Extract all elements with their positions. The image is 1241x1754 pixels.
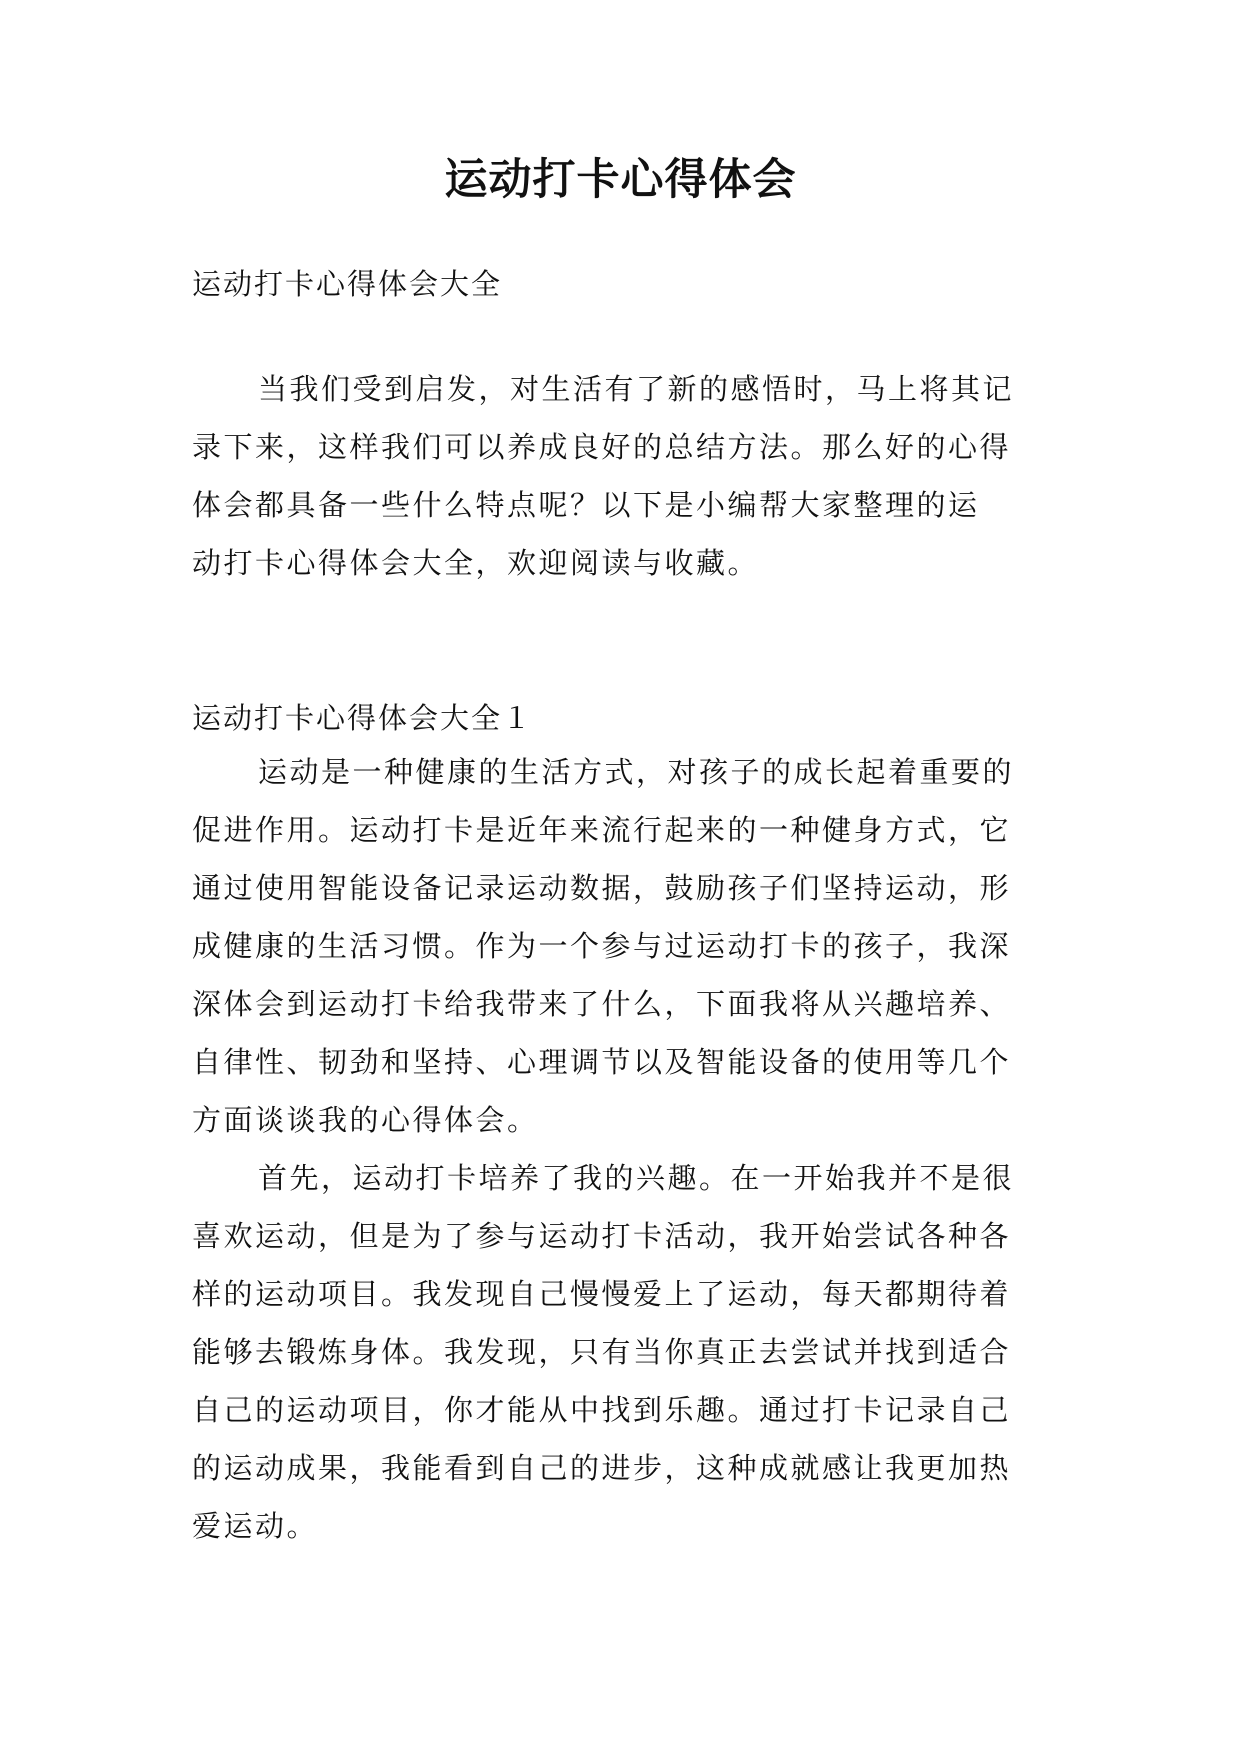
paragraph-line: 的运动成果，我能看到自己的进步，这种成就感让我更加热	[192, 1451, 1012, 1485]
paragraph-line: 爱运动。	[192, 1509, 319, 1543]
paragraph-line: 样的运动项目。我发现自己慢慢爱上了运动，每天都期待着	[192, 1277, 1012, 1311]
paragraph-line: 方面谈谈我的心得体会。	[192, 1103, 539, 1137]
intro-paragraph	[192, 360, 1062, 592]
document-subtitle: 运动打卡心得体会大全	[192, 267, 503, 301]
paragraph-line: 当我们受到启发，对生活有了新的感悟时，马上将其记	[258, 372, 1015, 406]
paragraph-line: 自己的运动项目，你才能从中找到乐趣。通过打卡记录自己	[192, 1393, 1012, 1427]
section-heading: 运动打卡心得体会大全１	[192, 701, 534, 735]
paragraph-line: 自律性、韧劲和坚持、心理调节以及智能设备的使用等几个	[192, 1045, 1012, 1079]
body-paragraph-1	[192, 743, 1062, 1149]
paragraph-line: 促进作用。运动打卡是近年来流行起来的一种健身方式，它	[192, 813, 1012, 847]
paragraph-line: 通过使用智能设备记录运动数据，鼓励孩子们坚持运动，形	[192, 871, 1012, 905]
document-title: 运动打卡心得体会	[444, 155, 797, 205]
paragraph-line: 动打卡心得体会大全，欢迎阅读与收藏。	[192, 546, 760, 580]
paragraph-line: 录下来，这样我们可以养成良好的总结方法。那么好的心得	[192, 430, 1012, 464]
paragraph-line: 运动是一种健康的生活方式，对孩子的成长起着重要的	[258, 755, 1015, 789]
paragraph-line: 成健康的生活习惯。作为一个参与过运动打卡的孩子，我深	[192, 929, 1012, 963]
paragraph-line: 喜欢运动，但是为了参与运动打卡活动，我开始尝试各种各	[192, 1219, 1012, 1253]
body-paragraph-2	[192, 1149, 1062, 1555]
paragraph-line: 深体会到运动打卡给我带来了什么，下面我将从兴趣培养、	[192, 987, 1012, 1021]
paragraph-line: 首先，运动打卡培养了我的兴趣。在一开始我并不是很	[258, 1161, 1015, 1195]
paragraph-line: 体会都具备一些什么特点呢？以下是小编帮大家整理的运	[192, 488, 980, 522]
paragraph-line: 能够去锻炼身体。我发现，只有当你真正去尝试并找到适合	[192, 1335, 1012, 1369]
